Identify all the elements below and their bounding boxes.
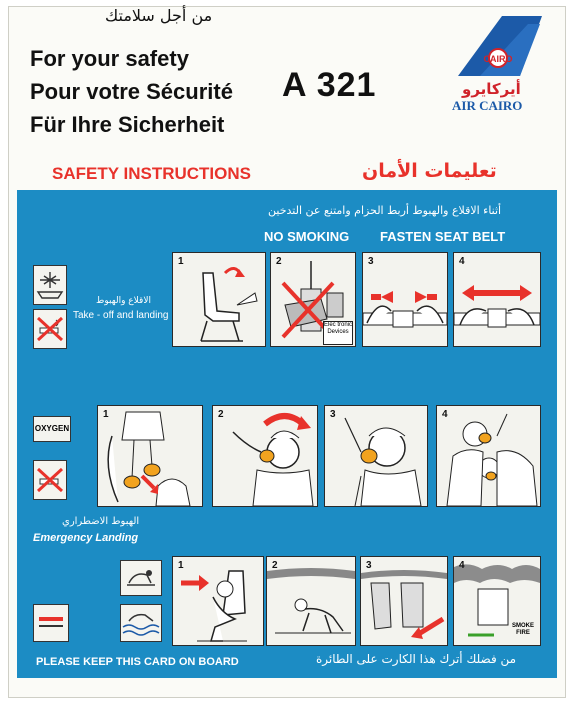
exit-sign-icon xyxy=(33,604,69,642)
row2-side-label: Emergency Landing xyxy=(33,532,139,544)
step-smoke-fire: 4 SMOKE FIRE xyxy=(453,556,541,646)
brace-position-icon xyxy=(120,560,162,596)
step-seat-upright: 1 xyxy=(172,252,266,347)
step-brace-position: 1 xyxy=(172,556,264,646)
no-smoking-label: NO SMOKING xyxy=(264,229,350,244)
fasten-seat-belt-label: FASTEN SEAT BELT xyxy=(380,229,506,244)
smoke-fire-label: SMOKE FIRE xyxy=(511,623,534,636)
water-landing-icon xyxy=(120,604,162,642)
title-french: Pour votre Sécurité xyxy=(30,79,233,104)
logo-tail-text: CAIRO xyxy=(483,54,513,64)
step-no-electronic-devices: 2 Elec tronic Devices xyxy=(270,252,356,347)
seat-belt-sign-icon xyxy=(33,265,67,305)
step-fasten-belt: 3 xyxy=(362,252,448,347)
row1-side-label: Take - off and landing xyxy=(73,310,169,321)
row2-side-arabic: الهبوط الاضطراري xyxy=(62,516,140,527)
section-title-english: SAFETY INSTRUCTIONS xyxy=(52,164,251,183)
title-english: For your safety xyxy=(30,46,189,71)
footer-english: PLEASE KEEP THIS CARD ON BOARD xyxy=(36,656,239,668)
no-smoking-icon-2 xyxy=(33,460,67,500)
no-smoking-icon xyxy=(33,309,67,349)
electronic-devices-label: Elec tronic Devices xyxy=(323,321,353,345)
step-floor-path-lights: 3 xyxy=(360,556,448,646)
step-breathe-normally: 3 xyxy=(324,405,428,507)
title-german: Für Ihre Sicherheit xyxy=(30,112,225,137)
logo-english-name: AIR CAIRO xyxy=(452,98,523,113)
oxygen-label: OXYGEN xyxy=(33,416,71,442)
footer-arabic: من فضلك أترك هذا الكارت على الطائرة xyxy=(316,652,517,666)
row1-instruction-arabic: أثناء الاقلاع والهبوط أربط الحزام وامتنع عن التدخين xyxy=(268,204,502,217)
step-release-belt: 4 xyxy=(453,252,541,347)
logo-arabic-name: أيركايرو xyxy=(462,80,521,98)
section-title-arabic: تعليمات الأمان xyxy=(362,160,497,182)
title-arabic: من أجل سلامتك xyxy=(105,6,213,25)
aircraft-model: A 321 xyxy=(282,66,377,104)
row1-side-arabic: الاقلاع والهبوط xyxy=(96,296,151,306)
step-assist-others: 4 xyxy=(436,405,541,507)
step-mask-drops: 1 xyxy=(97,405,203,507)
step-pull-mask: 2 xyxy=(212,405,318,507)
step-crawl-low: 2 xyxy=(266,556,356,646)
